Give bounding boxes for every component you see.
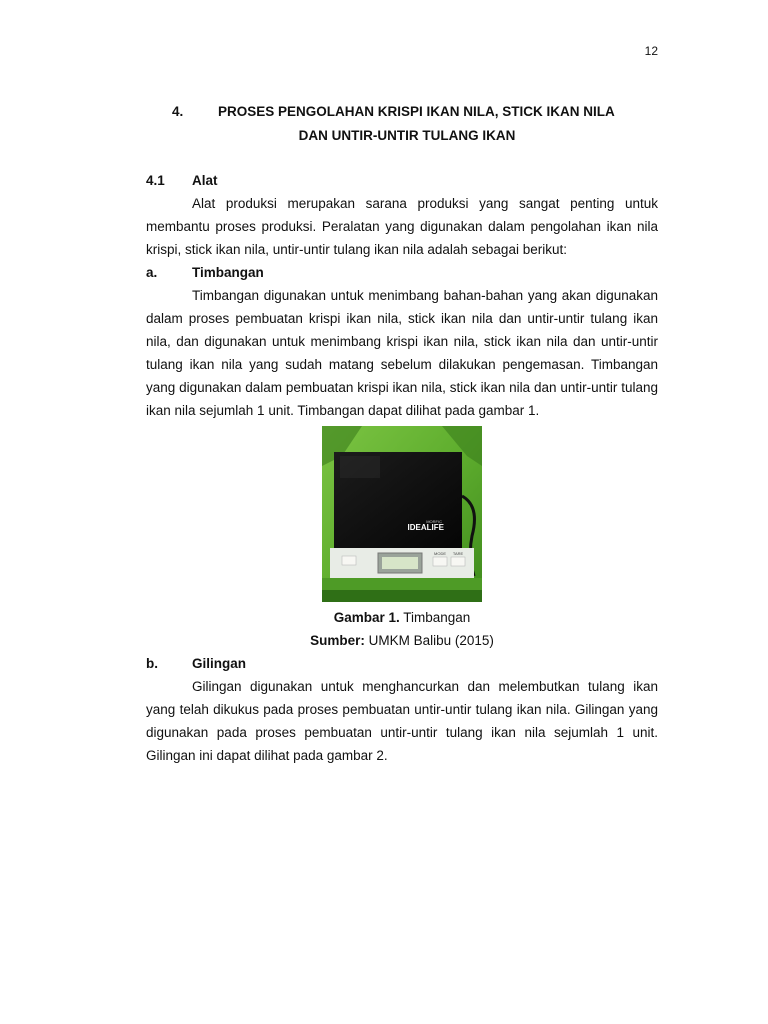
item-b-heading xyxy=(146,652,658,675)
section-number: 4.1 xyxy=(146,173,165,188)
item-b-letter: b. xyxy=(146,656,158,671)
item-a-heading xyxy=(146,261,658,284)
figure-1-source xyxy=(146,629,658,652)
photo-tray-edge xyxy=(322,590,482,602)
section-title: Alat xyxy=(192,173,218,188)
section-heading xyxy=(146,169,658,192)
scale-button-mode xyxy=(433,557,447,566)
scale-button-tare-label: TARE xyxy=(452,551,464,556)
scale-brand-small: MORFIC xyxy=(426,519,442,524)
scale-display-glow xyxy=(382,557,418,569)
item-a-paragraph: Timbangan digunakan untuk menimbang bahan-bahan yang akan digunakan dalam proses pembuatan krispi ikan nila, stick ikan nila dan untir-untir tulang ikan nila, dan digunakan untuk menimbang krispi ikan nila, stick ikan nila dan untir-untir tulang ikan nila yang sudah matang sebelum dilakukan pengemasan. Timbangan yang digunakan dalam pembuatan krispi ikan nila, stick ikan nila dan untir-untir tulang ikan nila sejumlah 1 unit. Timbangan dapat dilihat pada gambar 1. xyxy=(146,288,658,418)
item-a-letter: a. xyxy=(146,265,158,280)
figure-1-caption-text: Timbangan xyxy=(399,610,471,625)
scale-button-mode-label: MODE xyxy=(434,551,446,556)
figure-1-source-label: Sumber: xyxy=(310,633,365,648)
scale-photo xyxy=(322,426,482,602)
scale-button-tare xyxy=(451,557,465,566)
item-b-title: Gilingan xyxy=(192,656,246,671)
chapter-title-line1: PROSES PENGOLAHAN KRISPI IKAN NILA, STICK IKAN NILA xyxy=(218,104,615,119)
section-intro: Alat produksi merupakan sarana produksi yang sangat penting untuk membantu proses produksi. Peralatan yang digunakan dalam pengolahan ikan nila krispi, stick ikan nila, untir-untir tulang ikan nila adalah sebagai berikut: xyxy=(146,196,658,257)
scale-brand: IDEALIFE xyxy=(407,523,444,532)
item-a-title: Timbangan xyxy=(192,265,264,280)
document-body xyxy=(146,169,658,767)
figure-1 xyxy=(146,426,658,602)
figure-1-caption-label: Gambar 1. xyxy=(333,610,400,625)
scale-button-left xyxy=(342,556,356,565)
chapter-number: 4. xyxy=(172,104,184,119)
scale-platform-glare xyxy=(340,456,380,478)
figure-1-caption xyxy=(146,606,658,629)
item-b-paragraph: Gilingan digunakan untuk menghancurkan dan melembutkan tulang ikan yang telah dikukus pada proses pembuatan untir-untir tulang ikan nila. Gilingan yang digunakan pada proses pembuatan untir-untir tulang ikan nila sejumlah 1 unit. Gilingan ini dapat dilihat pada gambar 2. xyxy=(146,679,658,763)
chapter-title-line2: DAN UNTIR-UNTIR TULANG IKAN xyxy=(298,128,516,143)
chapter-heading xyxy=(146,100,658,148)
figure-1-source-text: UMKM Balibu (2015) xyxy=(364,633,494,648)
page-number: 12 xyxy=(644,44,658,58)
